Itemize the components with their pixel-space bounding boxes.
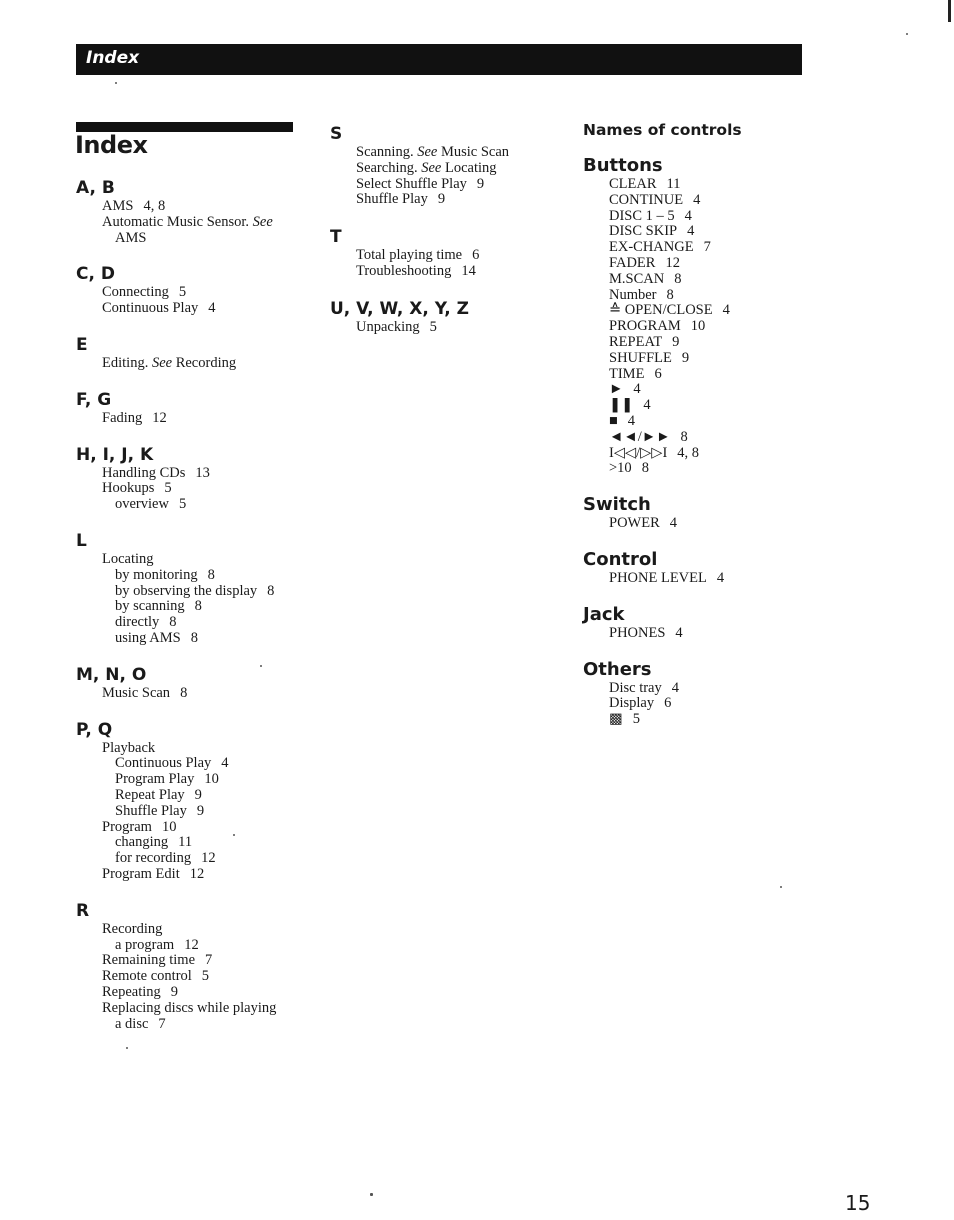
entry-list <box>76 285 326 317</box>
entry-term: CLEAR <box>609 176 657 192</box>
index-entry <box>76 497 326 513</box>
entry-list <box>583 626 823 642</box>
index-entry <box>76 631 326 647</box>
entry-page: 4 <box>643 397 651 414</box>
index-entry <box>76 356 326 372</box>
entry-list <box>330 145 560 208</box>
entry-term: TIME <box>609 365 645 382</box>
entry-term: a program <box>115 936 175 953</box>
index-section <box>583 155 823 477</box>
index-section <box>76 530 326 647</box>
entry-page: 8 <box>194 598 202 615</box>
entry-page: 14 <box>461 262 476 279</box>
section-heading: T <box>330 227 342 248</box>
index-entry <box>583 712 823 728</box>
entry-term: by scanning <box>115 598 185 615</box>
entry-term: ■ <box>609 412 618 429</box>
entry-term: PROGRAM <box>609 318 681 335</box>
entry-list <box>76 356 326 372</box>
index-section <box>76 389 326 427</box>
index-section <box>76 334 326 372</box>
entry-term: POWER <box>609 515 660 532</box>
section-heading: A, B <box>76 178 115 198</box>
entry-page: 9 <box>672 333 680 350</box>
index-entry <box>76 867 326 883</box>
index-entry <box>76 835 326 851</box>
entry-term: Continuous Play <box>115 755 212 772</box>
entry-term: Connecting <box>102 284 169 301</box>
edge-mark <box>948 0 951 22</box>
entry-page: 9 <box>437 191 446 208</box>
entry-page: 4 <box>221 755 229 772</box>
index-entry <box>583 414 823 430</box>
index-entry <box>76 466 326 482</box>
index-entry <box>76 552 326 568</box>
entry-term: Remaining time <box>102 952 196 969</box>
speck <box>780 886 782 888</box>
entry-term: Total playing time <box>356 247 463 264</box>
entry-page: 10 <box>690 318 706 335</box>
index-entry <box>330 145 560 161</box>
entry-list <box>76 199 326 246</box>
entry-term: EX-CHANGE <box>609 239 694 256</box>
section-heading: E <box>76 334 88 355</box>
index-entry <box>76 788 326 804</box>
index-section <box>583 549 823 587</box>
index-entry <box>583 240 823 256</box>
section-heading: F, G <box>76 389 112 410</box>
index-section <box>330 298 560 336</box>
entry-term: ▩ <box>609 711 623 728</box>
index-entry <box>76 985 326 1001</box>
entry-page: 5 <box>201 968 210 985</box>
index-section <box>76 719 326 883</box>
entry-term: >10 <box>609 460 632 477</box>
section-heading: U, V, W, X, Y, Z <box>330 298 469 319</box>
index-entry <box>583 193 823 209</box>
index-entry <box>76 756 326 772</box>
entry-term: PHONES <box>609 624 666 641</box>
entry-term: Replacing discs while playing <box>102 999 277 1016</box>
entry-term: Automatic Music Sensor. <box>102 213 250 230</box>
entry-term: directly <box>115 614 160 631</box>
entry-term: Music Scan <box>102 684 171 701</box>
entry-page: 9 <box>476 175 485 192</box>
entry-list <box>76 411 326 427</box>
entry-page: 8 <box>169 614 177 631</box>
index-entry <box>583 288 823 304</box>
index-entry <box>330 248 560 264</box>
entry-term: Continuous Play <box>102 300 199 317</box>
section-heading: S <box>330 124 343 144</box>
index-entry <box>76 301 326 317</box>
entry-term: Repeating <box>102 983 161 1000</box>
index-entry <box>76 199 326 215</box>
index-section <box>583 494 823 532</box>
index-entry <box>583 398 823 414</box>
entry-page: 4 <box>627 412 636 429</box>
entry-page: 12 <box>665 254 680 271</box>
entry-term: Display <box>609 695 655 712</box>
entry-page: 7 <box>703 239 711 256</box>
entry-page: 12 <box>201 850 216 867</box>
entry-page: 4 <box>671 679 679 696</box>
speck <box>906 33 908 35</box>
entry-page: 9 <box>194 786 202 803</box>
entry-term: PHONE LEVEL <box>609 569 707 586</box>
entry-page: 10 <box>204 771 219 788</box>
entry-term: DISC 1 – 5 <box>609 207 675 224</box>
entry-page: 5 <box>429 318 437 335</box>
index-section <box>76 263 326 317</box>
index-entry <box>583 382 823 398</box>
index-entry <box>330 264 560 280</box>
index-entry <box>76 615 326 631</box>
entry-page: 11 <box>666 176 681 192</box>
entry-term: ≙ OPEN/CLOSE <box>609 302 713 319</box>
entry-list <box>330 248 560 280</box>
index-entry <box>76 686 326 702</box>
entry-page: 6 <box>664 695 672 712</box>
index-entry <box>76 772 326 788</box>
speck <box>260 665 262 667</box>
entry-term: Recording <box>102 920 163 937</box>
entry-term: Shuffle Play <box>356 191 428 208</box>
header-title: Index <box>86 48 140 68</box>
speck <box>370 1193 373 1196</box>
entry-list <box>583 681 823 728</box>
entry-page: 4 <box>633 381 641 398</box>
index-entry <box>330 161 560 177</box>
entry-term: Program Play <box>115 771 195 788</box>
index-entry <box>583 303 823 319</box>
index-entry <box>583 681 823 697</box>
entry-term: by observing the display <box>115 582 258 599</box>
section-heading: C, D <box>76 264 115 285</box>
section-heading: Control <box>583 548 658 570</box>
index-entry <box>583 516 823 532</box>
section-heading: P, Q <box>76 719 113 740</box>
entry-term: FADER <box>609 254 656 271</box>
entry-term: Fading <box>102 409 143 426</box>
entry-term: ❚❚ <box>609 397 634 414</box>
index-entry <box>330 192 560 208</box>
index-section <box>583 659 823 728</box>
index-entry <box>76 938 326 954</box>
entry-page: 12 <box>189 865 205 882</box>
entry-see-target: Music Scan <box>440 144 510 160</box>
entry-page: 8 <box>666 286 674 303</box>
entry-term: SHUFFLE <box>609 349 672 366</box>
entry-page: 7 <box>158 1015 166 1032</box>
index-entry <box>583 177 823 193</box>
entry-page: 8 <box>641 460 649 477</box>
index-entry <box>583 256 823 272</box>
header-bar <box>76 44 802 75</box>
entry-page: 5 <box>178 496 187 513</box>
entry-see: See <box>421 159 442 176</box>
entry-page: 8 <box>267 582 275 599</box>
entry-term: I◁◁/▷▷I <box>609 444 668 461</box>
entry-term: DISC SKIP <box>609 223 678 240</box>
index-column-1 <box>76 177 326 1049</box>
entry-term: Number <box>609 286 657 303</box>
entry-page: 8 <box>180 684 188 701</box>
index-entry <box>330 177 560 193</box>
entry-page: 7 <box>205 952 213 969</box>
index-entry <box>76 215 326 231</box>
entry-term: Shuffle Play <box>115 802 187 819</box>
entry-term: Editing. <box>102 354 149 371</box>
index-entry <box>583 367 823 383</box>
entry-term: Locating <box>102 550 154 567</box>
section-heading: Jack <box>583 603 625 625</box>
index-entry <box>76 1017 326 1033</box>
index-entry <box>76 851 326 867</box>
index-section <box>76 664 326 702</box>
entry-see-target: Recording <box>175 354 237 371</box>
index-entry <box>76 411 326 427</box>
entry-page: 4 <box>716 569 725 586</box>
entry-term: a disc <box>115 1015 149 1032</box>
speck <box>126 1047 128 1049</box>
index-entry <box>76 568 326 584</box>
index-section <box>76 444 326 513</box>
entry-term: Program <box>102 818 152 835</box>
entry-page: 9 <box>196 802 205 819</box>
entry-page: 4 <box>693 191 701 208</box>
entry-see: See <box>151 354 173 371</box>
entry-list <box>76 741 326 883</box>
entry-term: changing <box>115 834 169 851</box>
index-entry <box>583 446 823 462</box>
entry-term: Hookups <box>102 480 155 497</box>
names-of-controls-heading: Names of controls <box>583 121 742 139</box>
index-entry <box>583 319 823 335</box>
section-heading: R <box>76 900 90 921</box>
index-column-2 <box>330 123 560 354</box>
entry-see-target: Locating <box>444 159 497 176</box>
section-heading: Switch <box>583 494 651 516</box>
entry-term: Scanning. <box>356 144 414 160</box>
entry-page: 4 <box>669 515 677 532</box>
entry-page: 11 <box>178 834 193 851</box>
entry-term: AMS <box>115 229 147 246</box>
entry-term: Unpacking <box>356 318 420 335</box>
index-entry <box>583 351 823 367</box>
entry-term: Repeat Play <box>115 786 185 803</box>
index-entry <box>76 820 326 836</box>
entry-page: 6 <box>654 365 662 382</box>
index-column-3 <box>583 119 823 745</box>
entry-page: 4 <box>675 624 683 641</box>
entry-list <box>76 552 326 647</box>
speck <box>233 834 235 836</box>
speck <box>115 82 117 84</box>
index-entry <box>76 584 326 600</box>
entry-page: 4 <box>208 300 216 317</box>
index-entry <box>583 224 823 240</box>
entry-page: 9 <box>681 349 690 366</box>
page-title: Index <box>75 131 148 159</box>
entry-term: using AMS <box>115 629 181 646</box>
entry-list <box>583 516 823 532</box>
entry-term: overview <box>115 496 169 513</box>
entry-term: CONTINUE <box>609 191 684 208</box>
entry-page: 5 <box>164 480 172 497</box>
entry-list <box>76 466 326 513</box>
entry-term: Program Edit <box>102 865 180 882</box>
section-heading: Buttons <box>583 155 663 176</box>
index-entry <box>76 969 326 985</box>
entry-page: 8 <box>207 566 215 583</box>
section-heading: L <box>76 530 87 551</box>
entry-page: 10 <box>161 818 177 835</box>
index-section <box>76 177 326 246</box>
entry-term: by monitoring <box>115 566 198 583</box>
index-entry <box>583 626 823 642</box>
entry-list <box>583 177 823 477</box>
entry-term: REPEAT <box>609 333 663 350</box>
index-section <box>583 604 823 642</box>
index-entry <box>583 696 823 712</box>
index-section <box>330 226 560 280</box>
entry-page: 8 <box>674 270 682 287</box>
entry-page: 9 <box>170 983 179 1000</box>
entry-see: See <box>417 144 438 160</box>
index-entry <box>76 599 326 615</box>
index-entry <box>76 741 326 757</box>
entry-page: 4 <box>687 223 695 240</box>
entry-term: Searching. <box>356 159 418 176</box>
entry-page: 5 <box>178 284 187 301</box>
index-entry <box>76 231 326 247</box>
index-entry <box>583 571 823 587</box>
index-entry <box>583 272 823 288</box>
entry-page: 12 <box>152 409 167 426</box>
entry-list <box>76 922 326 1033</box>
index-entry <box>76 481 326 497</box>
index-entry <box>76 285 326 301</box>
section-heading: Others <box>583 658 652 680</box>
entry-term: Playback <box>102 739 156 756</box>
entry-list <box>583 571 823 587</box>
entry-page: 12 <box>184 936 199 953</box>
page-number: 15 <box>845 1191 871 1215</box>
entry-term: Disc tray <box>609 679 662 696</box>
section-heading: H, I, J, K <box>76 444 154 465</box>
entry-page: 5 <box>632 711 640 728</box>
entry-page: 4, 8 <box>143 198 166 214</box>
entry-page: 8 <box>680 428 688 445</box>
entry-page: 6 <box>472 247 480 264</box>
entry-term: Handling CDs <box>102 464 186 481</box>
index-section <box>76 900 326 1033</box>
index-entry <box>76 922 326 938</box>
entry-see: See <box>252 213 273 230</box>
index-entry <box>583 461 823 477</box>
entry-list <box>76 686 326 702</box>
index-entry <box>583 335 823 351</box>
entry-term: Troubleshooting <box>356 262 452 279</box>
index-entry <box>583 430 823 446</box>
section-heading: M, N, O <box>76 664 147 685</box>
entry-list <box>330 320 560 336</box>
entry-term: AMS <box>102 198 134 214</box>
index-entry <box>583 209 823 225</box>
index-entry <box>76 1001 326 1017</box>
entry-page: 4 <box>722 302 730 319</box>
entry-page: 8 <box>190 629 198 646</box>
index-entry <box>330 320 560 336</box>
entry-term: Remote control <box>102 968 192 985</box>
entry-term: M.SCAN <box>609 270 665 287</box>
entry-term: ► <box>609 381 624 398</box>
entry-term: for recording <box>115 850 192 867</box>
entry-term: Select Shuffle Play <box>356 175 467 192</box>
index-entry <box>76 953 326 969</box>
entry-page: 4 <box>684 207 692 224</box>
entry-page: 13 <box>195 464 210 481</box>
entry-page: 4, 8 <box>677 444 700 461</box>
index-section <box>330 123 560 208</box>
entry-term: ◄◄/►► <box>609 428 671 445</box>
index-entry <box>76 804 326 820</box>
